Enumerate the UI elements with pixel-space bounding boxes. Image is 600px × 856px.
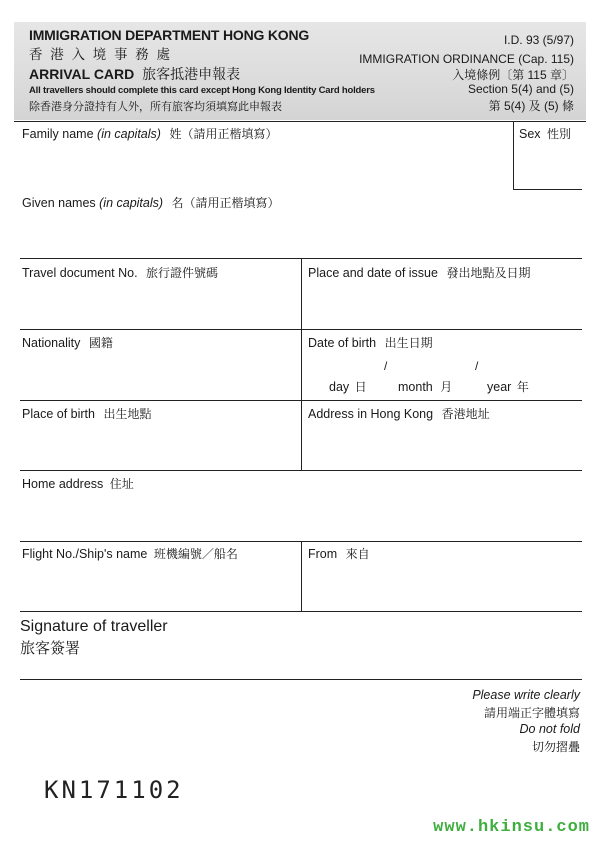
divider [301, 541, 302, 611]
divider [20, 470, 582, 471]
completion-notice-zh: 除香港身分證持有人外，所有旅客均須填寫此申報表 [29, 101, 282, 113]
home-address-label-zh: 住址 [109, 477, 134, 491]
card-title [29, 64, 240, 84]
hk-address-field[interactable] [308, 405, 490, 422]
flight-label: Flight No./Ship's name [22, 547, 148, 561]
travel-document-label-zh: 旅行證件號碼 [146, 266, 219, 280]
nationality-field[interactable] [22, 334, 113, 351]
divider [513, 121, 514, 189]
do-not-fold-note: Do not fold [519, 722, 580, 736]
ordinance-ref: IMMIGRATION ORDINANCE (Cap. 115) [359, 52, 574, 66]
card-title-en: ARRIVAL CARD [29, 66, 135, 82]
do-not-fold-note-zh: 切勿摺疊 [531, 740, 580, 754]
family-name-note: (in capitals) [97, 127, 161, 141]
dob-year-text-zh: 年 [516, 380, 529, 394]
sex-label-zh: 性別 [547, 127, 572, 141]
flight-label-zh: 班機編號／船名 [153, 547, 238, 561]
hk-address-label: Address in Hong Kong [308, 407, 434, 421]
signature-label: Signature of traveller [20, 618, 168, 635]
department-name-zh: 香 港 入 境 事 務 處 [29, 47, 173, 62]
date-of-birth-field[interactable] [308, 334, 433, 351]
dob-month-label[interactable] [398, 378, 452, 395]
serial-number: KN171102 [44, 776, 184, 804]
from-field[interactable] [308, 545, 370, 562]
given-names-label-zh: 名（請用正楷填寫） [171, 196, 280, 210]
ordinance-ref-zh: 入境條例〔第 115 章〕 [452, 68, 574, 82]
divider [20, 329, 582, 330]
dob-month-text-zh: 月 [440, 380, 453, 394]
sex-field[interactable] [519, 125, 571, 142]
divider [14, 121, 586, 122]
divider [301, 258, 302, 470]
place-of-birth-label: Place of birth [22, 407, 95, 421]
dob-day-text-zh: 日 [354, 380, 367, 394]
write-clearly-note: Please write clearly [472, 688, 580, 702]
given-names-note: (in capitals) [99, 196, 164, 210]
section-ref: Section 5(4) and (5) [467, 82, 574, 96]
department-name: IMMIGRATION DEPARTMENT HONG KONG [29, 27, 310, 43]
travel-document-field[interactable] [22, 264, 218, 281]
family-name-field[interactable] [22, 125, 277, 142]
divider [20, 611, 582, 612]
place-date-issue-label-zh: 發出地點及日期 [446, 266, 531, 280]
signature-line [20, 679, 582, 680]
nationality-label: Nationality [22, 336, 81, 350]
date-of-birth-label-zh: 出生日期 [384, 336, 433, 350]
flight-field[interactable] [22, 545, 238, 562]
from-label: From [308, 547, 338, 561]
divider [513, 189, 582, 190]
completion-notice: All travellers should complete this card except Hong Kong Identity Card holders [29, 85, 375, 96]
form-header [14, 22, 586, 120]
travel-document-label: Travel document No. [22, 266, 138, 280]
dob-separator: / [475, 359, 479, 373]
place-date-issue-field[interactable] [308, 264, 530, 281]
watermark: www.hkinsu.com [433, 818, 590, 837]
write-clearly-note-zh: 請用端正字體填寫 [483, 706, 580, 720]
dob-year-label[interactable] [487, 378, 529, 395]
place-date-issue-label: Place and date of issue [308, 266, 438, 280]
given-names-label: Given names [22, 196, 96, 210]
dob-separator: / [384, 359, 388, 373]
dob-day-label[interactable] [329, 378, 367, 395]
place-of-birth-field[interactable] [22, 405, 151, 422]
signature-field[interactable] [20, 656, 582, 678]
family-name-label: Family name [22, 127, 94, 141]
card-title-zh: 旅客抵港申報表 [142, 66, 241, 82]
divider [20, 400, 582, 401]
from-label-zh: 來自 [345, 547, 370, 561]
signature-label-zh: 旅客簽署 [20, 640, 81, 657]
hk-address-label-zh: 香港地址 [441, 407, 490, 421]
family-name-label-zh: 姓（請用正楷填寫） [169, 127, 278, 141]
form-id: I.D. 93 (5/97) [503, 33, 574, 47]
dob-month-text: month [398, 380, 433, 394]
home-address-label: Home address [22, 477, 104, 491]
dob-year-text: year [487, 380, 512, 394]
section-ref-zh: 第 5(4) 及 (5) 條 [488, 99, 574, 113]
nationality-label-zh: 國籍 [88, 336, 113, 350]
date-of-birth-label: Date of birth [308, 336, 377, 350]
place-of-birth-label-zh: 出生地點 [103, 407, 152, 421]
dob-day-text: day [329, 380, 350, 394]
home-address-field[interactable] [22, 475, 134, 492]
sex-label: Sex [519, 127, 541, 141]
given-names-field[interactable] [22, 194, 280, 211]
